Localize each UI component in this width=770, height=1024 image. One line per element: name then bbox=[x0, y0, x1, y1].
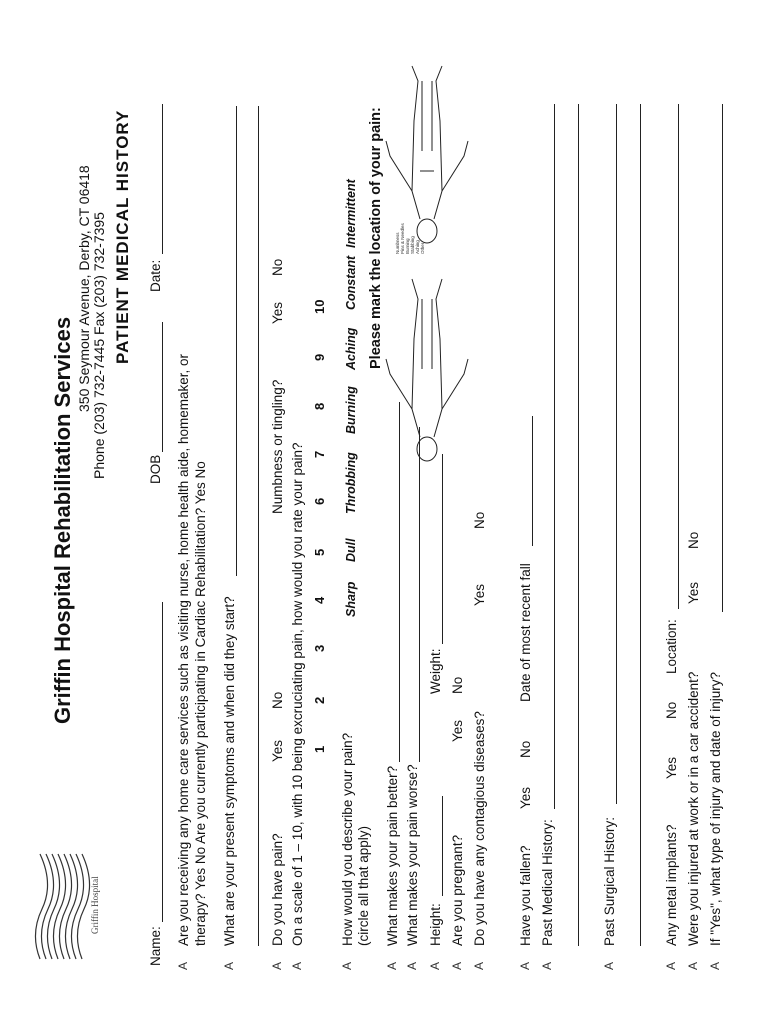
bullet: A bbox=[664, 961, 678, 970]
contagious-yes[interactable]: Yes bbox=[472, 583, 487, 606]
past-surgical-field-2[interactable] bbox=[640, 104, 641, 946]
bullet: A bbox=[385, 961, 399, 970]
desc-constant[interactable]: Constant bbox=[344, 255, 358, 310]
desc-sharp[interactable]: Sharp bbox=[344, 581, 358, 617]
scale-3[interactable]: 3 bbox=[312, 644, 327, 652]
metal-no[interactable]: No bbox=[664, 701, 679, 719]
hospital-address: 350 Seymour Avenue, Derby, CT 06418 bbox=[76, 165, 92, 412]
q-weight: Weight: bbox=[428, 648, 443, 694]
numbness-yes[interactable]: Yes bbox=[270, 301, 285, 324]
bullet: A bbox=[222, 961, 236, 970]
q-home-care-line1: Are you receiving any home care services such as visiting nurse, home health aide, homemaker, or bbox=[176, 353, 191, 946]
bullet: A bbox=[290, 961, 304, 970]
legend-item: Aching bbox=[415, 240, 420, 254]
q-past-medical: Past Medical History: bbox=[540, 819, 555, 946]
q-home-care-line2: therapy? Yes No Are you currently participating in Cardiac Rehabilitation? Yes No bbox=[193, 461, 208, 946]
q-pain-scale: On a scale of 1 – 10, with 10 being excruciating pain, how would you rate your pain? bbox=[290, 442, 305, 946]
q-location: Please mark the location of your pain: bbox=[368, 107, 384, 369]
legend-item: Numbness bbox=[395, 232, 400, 254]
q-if-yes: If "Yes", what type of injury and date of injury? bbox=[708, 672, 723, 946]
q-metal-location: Location: bbox=[664, 619, 679, 674]
hospital-phone-fax: Phone (203) 732-7445 Fax (203) 732-7395 bbox=[91, 212, 107, 479]
q-fallen: Have you fallen? bbox=[518, 845, 533, 946]
metal-yes[interactable]: Yes bbox=[664, 756, 679, 779]
bullet: A bbox=[340, 961, 354, 970]
name-field[interactable] bbox=[162, 602, 163, 922]
scale-2[interactable]: 2 bbox=[312, 696, 327, 704]
q-fall-date: Date of most recent fall bbox=[518, 563, 533, 702]
scale-1[interactable]: 1 bbox=[312, 745, 327, 753]
fall-date-field[interactable] bbox=[532, 416, 533, 546]
symptoms-field[interactable] bbox=[236, 106, 237, 576]
q-metal: Any metal implants? bbox=[664, 824, 679, 946]
bullet: A bbox=[472, 961, 486, 970]
desc-intermittent[interactable]: Intermittent bbox=[344, 179, 358, 248]
past-medical-field-2[interactable] bbox=[578, 104, 579, 946]
bullet: A bbox=[602, 961, 616, 970]
bullet: A bbox=[405, 961, 419, 970]
worse-field[interactable] bbox=[419, 427, 420, 762]
q-symptoms: What are your present symptoms and when did they start? bbox=[222, 596, 237, 946]
desc-burning[interactable]: Burning bbox=[344, 386, 358, 434]
q-pregnant: Are you pregnant? bbox=[450, 834, 465, 946]
bullet: A bbox=[428, 961, 442, 970]
legend-item: Pins & Needles bbox=[400, 223, 405, 254]
numbness-no[interactable]: No bbox=[270, 258, 285, 276]
legend-item: Stabbing bbox=[410, 236, 415, 254]
injury-details-field[interactable] bbox=[722, 104, 723, 612]
dob-label: DOB bbox=[148, 454, 163, 484]
bullet: A bbox=[540, 961, 554, 970]
bullet: A bbox=[270, 961, 284, 970]
bullet: A bbox=[518, 961, 532, 970]
name-label: Name: bbox=[148, 926, 163, 966]
legend-item: Other bbox=[420, 242, 425, 254]
pain-yes[interactable]: Yes bbox=[270, 739, 285, 762]
fallen-no[interactable]: No bbox=[518, 740, 533, 758]
weight-field[interactable] bbox=[442, 454, 443, 644]
q-numbness: Numbness or tingling? bbox=[270, 379, 285, 514]
logo-caption: Griffin Hospital bbox=[90, 876, 100, 934]
injured-yes[interactable]: Yes bbox=[686, 581, 701, 604]
date-label: Date: bbox=[148, 259, 163, 292]
contagious-no[interactable]: No bbox=[472, 511, 487, 529]
q-pain: Do you have pain? bbox=[270, 833, 285, 946]
q-describe: How would you describe your pain? bbox=[340, 732, 355, 946]
q-past-surgical: Past Surgical History: bbox=[602, 816, 617, 946]
height-field[interactable] bbox=[442, 796, 443, 896]
pain-no[interactable]: No bbox=[270, 691, 285, 709]
injured-no[interactable]: No bbox=[686, 531, 701, 549]
scale-7[interactable]: 7 bbox=[312, 450, 327, 458]
bullet: A bbox=[708, 961, 722, 970]
metal-location-field[interactable] bbox=[678, 104, 679, 609]
date-field[interactable] bbox=[162, 104, 163, 254]
q-describe-note: (circle all that apply) bbox=[356, 825, 371, 946]
q-better: What makes your pain better? bbox=[385, 765, 400, 946]
hospital-title: Griffin Hospital Rehabilitation Services bbox=[50, 316, 75, 724]
pregnant-no[interactable]: No bbox=[450, 676, 465, 694]
scale-10[interactable]: 10 bbox=[312, 299, 327, 314]
bullet: A bbox=[176, 961, 190, 970]
symptoms-field-2[interactable] bbox=[258, 106, 259, 946]
pregnant-yes[interactable]: Yes bbox=[450, 719, 465, 742]
better-field[interactable] bbox=[399, 402, 400, 762]
past-medical-field[interactable] bbox=[554, 104, 555, 809]
q-worse: What makes your pain worse? bbox=[405, 764, 420, 946]
q-injured: Were you injured at work or in a car accident? bbox=[686, 671, 701, 946]
desc-dull[interactable]: Dull bbox=[344, 538, 358, 562]
bullet: A bbox=[450, 961, 464, 970]
past-surgical-field[interactable] bbox=[616, 104, 617, 804]
body-diagram-front[interactable] bbox=[382, 269, 472, 469]
scale-6[interactable]: 6 bbox=[312, 497, 327, 505]
fallen-yes[interactable]: Yes bbox=[518, 786, 533, 809]
dob-field[interactable] bbox=[162, 322, 163, 452]
legend-item: Burning bbox=[405, 238, 410, 254]
desc-aching[interactable]: Aching bbox=[344, 327, 358, 370]
form-title: PATIENT MEDICAL HISTORY bbox=[113, 109, 132, 364]
q-height: Height: bbox=[428, 903, 443, 946]
pain-legend bbox=[395, 206, 425, 254]
scale-5[interactable]: 5 bbox=[312, 548, 327, 556]
scale-4[interactable]: 4 bbox=[312, 596, 327, 604]
desc-throbbing[interactable]: Throbbing bbox=[344, 452, 358, 514]
bullet: A bbox=[686, 961, 700, 970]
q-contagious: Do you have any contagious diseases? bbox=[472, 711, 487, 946]
scale-9[interactable]: 9 bbox=[312, 353, 327, 361]
scale-8[interactable]: 8 bbox=[312, 402, 327, 410]
